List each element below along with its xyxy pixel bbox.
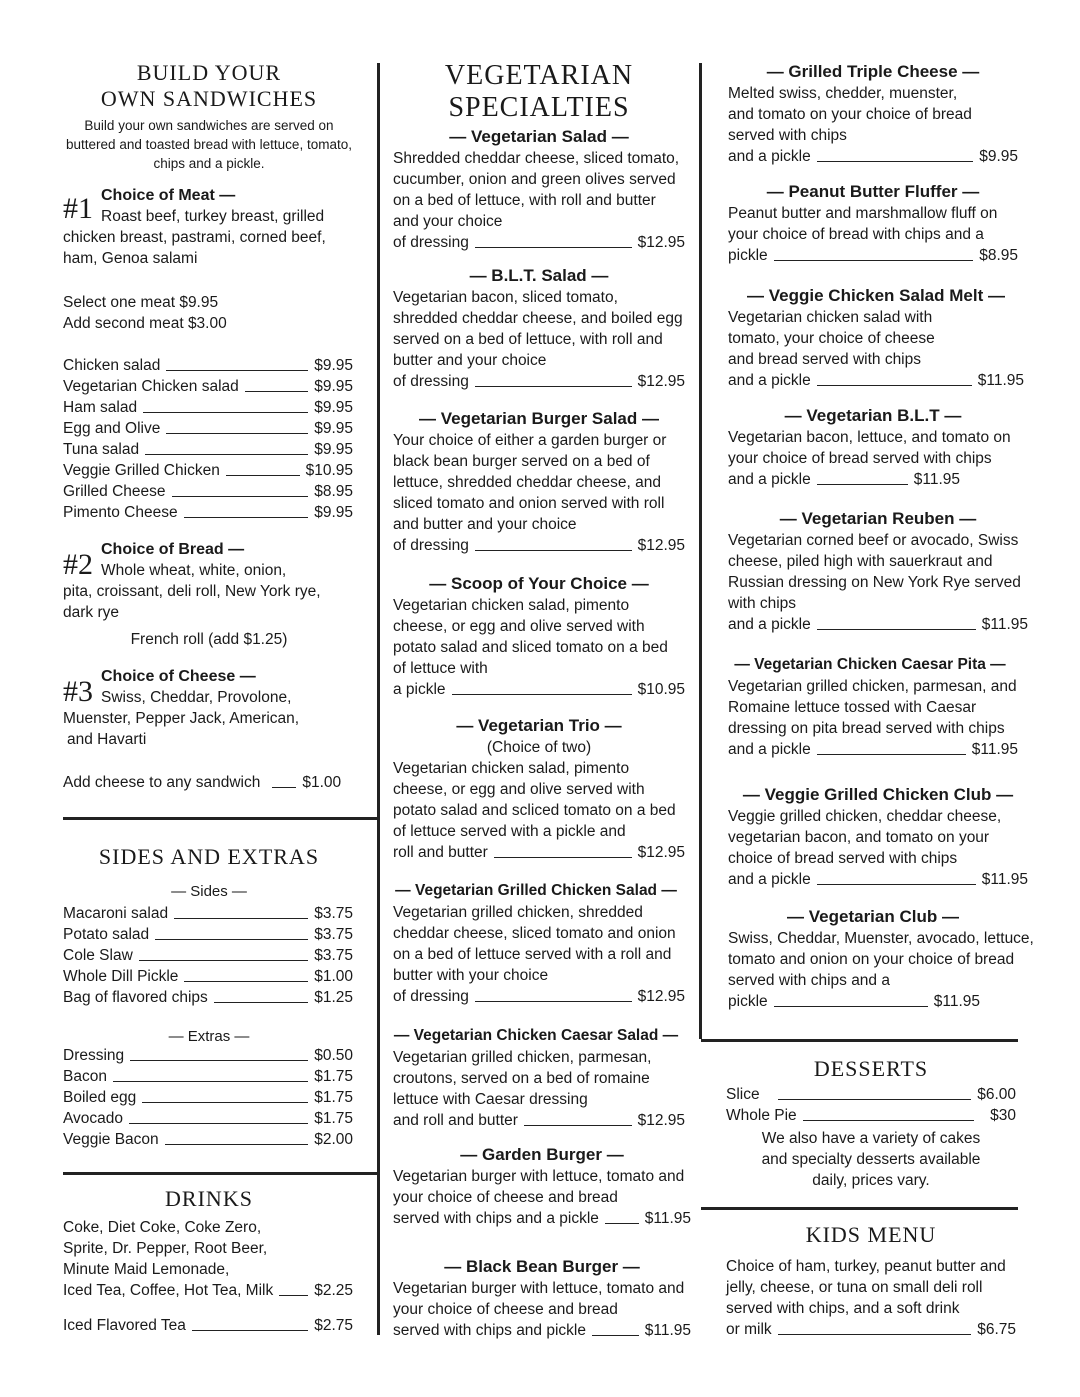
list-item: Avocado $1.75 (63, 1110, 353, 1127)
french-roll: French roll (add $1.25) (130, 631, 288, 648)
veg-item: — Garden Burger — Vegetarian burger with lettuce, tomato and your choice of cheese and bread served with chips and a pickle $11.95 (393, 1145, 691, 1227)
divider-sides-drinks (63, 1172, 379, 1175)
veg-item: — Vegetarian Chicken Caesar Salad — Vegetarian grilled chicken, parmesan, croutons, served on a bed of romaine lettuce with Caesar dressing and roll and butter $12.95 (393, 1027, 685, 1129)
drinks-title: DRINKS (165, 1186, 253, 1211)
list-item: Potato salad $3.75 (63, 926, 353, 943)
list-item: Iced Tea, Coffee, Hot Tea, Milk $2.25 (63, 1282, 353, 1299)
desserts-title: DESSERTS (813, 1056, 929, 1081)
list-item: Dressing $0.50 (63, 1047, 353, 1064)
list-item: Slice $6.00 (726, 1086, 1016, 1103)
desserts-section (726, 1056, 1016, 1191)
build-section (63, 60, 355, 173)
right-item: — Vegetarian Reuben — Vegetarian corned beef or avocado, Swiss cheese, piled high with sauerkraut and Russian dressing on New York Rye served with chips and a pickle $11.95 (728, 509, 1028, 633)
sides-heading: — Sides — (171, 883, 247, 900)
veg-item: — Black Bean Burger — Vegetarian burger with lettuce, tomato and your choice of cheese and bread served with chips and pickle $11.95 (393, 1257, 691, 1339)
step1-number: #1 (63, 192, 93, 225)
list-item: Pimento Cheese $9.95 (63, 504, 353, 521)
step1-title: Choice of Meat — (101, 187, 236, 204)
right-item: — Grilled Triple Cheese — Melted swiss, chedder, muenster, and tomato on your choice of bread served with chips and a pickle $9.95 (728, 62, 1018, 165)
veg-item: — Scoop of Your Choice — Vegetarian chicken salad, pimento cheese, or egg and olive served with potato salad and sliced tomato on a bed of lettuce with a pickle $10.95 (393, 574, 685, 698)
kids-title: KIDS MENU (805, 1222, 937, 1247)
right-item: — Peanut Butter Fluffer — Peanut butter and marshmallow fluff on your choice of bread with chips and a pickle $8.95 (728, 182, 1018, 264)
list-item: Egg and Olive $9.95 (63, 420, 353, 437)
step2-bread: #2 Choice of Bread — Whole wheat, white, onion, pita, croissant, deli roll, New York rye, dark rye French roll (add $1.25) (63, 540, 355, 650)
kids-desc: Choice of ham, turkey, peanut butter and jelly, cheese, or tuna on small deli roll served with chips, and a soft drink (726, 1258, 1006, 1317)
list-item: Bacon $1.75 (63, 1068, 353, 1085)
step2-number: #2 (63, 548, 93, 581)
desserts-note: We also have a variety of cakes and specialty desserts available daily, prices vary. (761, 1130, 981, 1189)
step2-title: Choice of Bread — (101, 541, 245, 558)
right-item: — Veggie Grilled Chicken Club — Veggie grilled chicken, cheddar cheese, vegetarian bacon, and tomato on your choice of bread served with chips and a pickle $11.95 (728, 785, 1028, 888)
step3-title: Choice of Cheese — (101, 668, 256, 685)
veg-item: — Vegetarian Trio — (Choice of two) Vegetarian chicken salad, pimento cheese, or egg and olive served with potato salad and scliced tomato on a bed of lettuce served with a pickle and roll and butter $12.95 (393, 716, 685, 861)
list-item: Grilled Cheese $8.95 (63, 483, 353, 500)
list-item: Boiled egg $1.75 (63, 1089, 353, 1106)
divider-right-desserts (701, 1039, 1018, 1042)
list-item: Whole Pie $30 (726, 1107, 1016, 1124)
build-title: BUILD YOUR OWN SANDWICHES (100, 60, 318, 111)
salad-list (63, 355, 353, 523)
sides-list (63, 903, 353, 1008)
list-item: Tuna salad $9.95 (63, 441, 353, 458)
step3-number: #3 (63, 675, 93, 708)
sides-title: SIDES AND EXTRAS (98, 844, 320, 869)
meat-pricing (63, 292, 355, 334)
extras-heading: — Extras — (168, 1028, 250, 1045)
select-one-meat: Select one meat $9.95 (63, 294, 219, 311)
drinks-list: Coke, Diet Coke, Coke Zero, Sprite, Dr. Pepper, Root Beer, Minute Maid Lemonade, Iced Tea, Coffee, Hot Tea, Milk $2.25 Iced Flavored Tea $2.75 (63, 1219, 353, 1334)
right-item: — Vegetarian B.L.T — Vegetarian bacon, lettuce, and tomato on your choice of bread served with chips and a pickle $11.95 (728, 406, 1011, 488)
veg-item: — B.L.T. Salad — Vegetarian bacon, sliced tomato, shredded cheddar cheese, and boiled egg served on a bed of lettuce, with roll and butter and your choice of dressing $12.95 (393, 266, 685, 390)
list-item: Veggie Grilled Chicken $10.95 (63, 462, 353, 479)
list-item: Cole Slaw $3.75 (63, 947, 353, 964)
veg-item: — Vegetarian Salad — Shredded cheddar cheese, sliced tomato, cucumber, onion and green olives served on a bed of lettuce, with roll and butter and your choice of dressing $12.95 (393, 127, 685, 251)
veg-item: — Vegetarian Burger Salad — Your choice of either a garden burger or black bean burger served on a bed of lettuce, shredded cheddar cheese, and sliced tomato and onion served with roll and butter and your choice of dressing $12.95 (393, 409, 685, 554)
step3-cheese: #3 Choice of Cheese — Swiss, Cheddar, Provolone, Muenster, Pepper Jack, American, and Havarti (63, 668, 300, 748)
extras-list (63, 1045, 353, 1150)
kids-section: KIDS MENU Choice of ham, turkey, peanut butter and jelly, cheese, or tuna on small deli roll served with chips, and a soft drink or milk $6.75 (726, 1222, 1016, 1338)
build-intro: Build your own sandwiches are served on buttered and toasted bread with lettuce, tomato, chips and a pickle. (66, 118, 352, 171)
list-item: Chicken salad $9.95 (63, 357, 353, 374)
divider-desserts-kids (701, 1207, 1018, 1210)
list-item: Iced Flavored Tea $2.75 (63, 1317, 353, 1334)
list-item: Vegetarian Chicken salad $9.95 (63, 378, 353, 395)
right-item: — Vegetarian Club — Swiss, Cheddar, Muenster, avocado, lettuce, tomato and onion on your choice of bread served with chips and a pickle $11.95 (728, 907, 1034, 1010)
column-divider-right (699, 63, 702, 1039)
add-second-meat: Add second meat $3.00 (63, 315, 227, 332)
list-item: Veggie Bacon $2.00 (63, 1131, 353, 1148)
divider-build-sides (63, 817, 379, 820)
list-item: Whole Dill Pickle $1.00 (63, 968, 353, 985)
right-item: — Vegetarian Chicken Caesar Pita — Vegetarian grilled chicken, parmesan, and Romaine lettuce tossed with Caesar dressing on pita bread served with chips and a pickle $11.95 (728, 656, 1018, 758)
list-item: Macaroni salad $3.75 (63, 905, 353, 922)
veg-item: — Vegetarian Grilled Chicken Salad — Vegetarian grilled chicken, shredded cheddar cheese, sliced tomato and onion on a bed of lettuce served with a roll and butter with your choice of dressing $12.95 (393, 882, 685, 1005)
list-item: Bag of flavored chips $1.25 (63, 989, 353, 1006)
column-divider-left (377, 63, 380, 1335)
veg-title: VEGETARIAN SPECIALTIES (444, 60, 634, 123)
add-cheese: Add cheese to any sandwich $1.00 (63, 774, 342, 791)
right-item: — Veggie Chicken Salad Melt — Vegetarian chicken salad with tomato, your choice of cheese and bread served with chips and a pickle $11.95 (728, 286, 1024, 389)
list-item: Ham salad $9.95 (63, 399, 353, 416)
step1-meat: #1 Choice of Meat — Roast beef, turkey breast, grilled chicken breast, pastrami, corned beef, ham, Genoa salami (63, 187, 326, 267)
